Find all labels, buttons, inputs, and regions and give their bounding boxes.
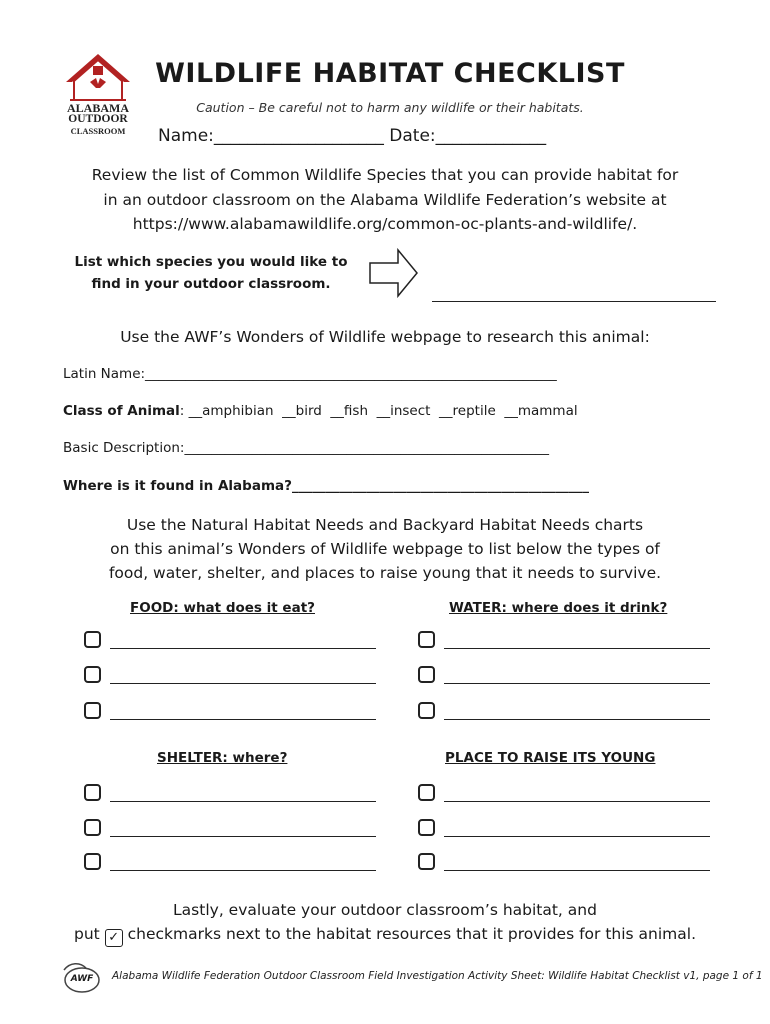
young-checkbox-2[interactable] xyxy=(418,819,435,836)
intro-url: https://www.alabamawildlife.org/common-oc-plants-and-wildlife/. xyxy=(132,215,638,233)
young-checkbox-3[interactable] xyxy=(418,853,435,870)
intro-line-2: in an outdoor classroom on the Alabama Wildlife Federation’s website at xyxy=(103,191,667,209)
class-of-animal-label: Class of Animal xyxy=(63,403,180,419)
water-line-3 xyxy=(444,719,710,720)
species-answer-line xyxy=(432,301,716,302)
class-of-animal-field xyxy=(63,403,578,419)
name-date-fields: Name:____________________ Date:_____________ xyxy=(158,126,547,146)
awf-logo-text: AWF xyxy=(70,974,94,984)
water-line-1 xyxy=(444,648,710,649)
young-heading: PLACE TO RAISE ITS YOUNG xyxy=(445,750,656,766)
needs-line-2: on this animal’s Wonders of Wildlife webpage to list below the types of xyxy=(110,540,660,558)
young-checkbox-1[interactable] xyxy=(418,784,435,801)
needs-line-3: food, water, shelter, and places to raise young that it needs to survive. xyxy=(108,564,662,582)
right-arrow-icon xyxy=(368,247,420,299)
food-checkbox-2[interactable] xyxy=(84,666,101,683)
footer-text: Alabama Wildlife Federation Outdoor Classroom Field Investigation Activity Sheet: Wildlife Habitat Checklist v1, page 1 of 1 xyxy=(112,970,763,982)
logo-line-1: ALABAMA xyxy=(67,101,129,115)
logo-line-3: CLASSROOM xyxy=(70,126,126,136)
young-line-1 xyxy=(444,801,710,802)
species-prompt-line-2: find in your outdoor classroom. xyxy=(91,276,331,292)
awf-logo xyxy=(60,960,104,996)
food-line-3 xyxy=(110,719,376,720)
food-checkbox-3[interactable] xyxy=(84,702,101,719)
closing-line-2 xyxy=(60,922,710,947)
intro-line-1: Review the list of Common Wildlife Species that you can provide habitat for xyxy=(91,166,679,184)
food-checkbox-1[interactable] xyxy=(84,631,101,648)
shelter-checkbox-3[interactable] xyxy=(84,853,101,870)
food-heading: FOOD: what does it eat? xyxy=(130,600,315,616)
closing-line-1: Lastly, evaluate your outdoor classroom’s habitat, and xyxy=(173,901,597,919)
closing-put: put xyxy=(74,925,100,943)
schoolhouse-icon xyxy=(62,52,134,104)
water-heading: WATER: where does it drink? xyxy=(449,600,668,616)
caution-text: Caution – Be careful not to harm any wildlife or their habitats. xyxy=(196,100,584,115)
checkmark-box-icon: ✓ xyxy=(105,929,123,947)
latin-name-field: Latin Name:_____________________________________________________________ xyxy=(63,366,557,382)
closing-rest: checkmarks next to the habitat resources that it provides for this animal. xyxy=(127,925,696,943)
water-checkbox-2[interactable] xyxy=(418,666,435,683)
where-found-field: Where is it found in Alabama?____________________________________________ xyxy=(63,478,589,494)
page-title: WILDLIFE HABITAT CHECKLIST xyxy=(155,58,625,89)
needs-line-1: Use the Natural Habitat Needs and Backyard Habitat Needs charts xyxy=(126,516,644,534)
research-prompt: Use the AWF’s Wonders of Wildlife webpage to research this animal: xyxy=(120,328,650,346)
shelter-checkbox-2[interactable] xyxy=(84,819,101,836)
shelter-line-1 xyxy=(110,801,376,802)
shelter-checkbox-1[interactable] xyxy=(84,784,101,801)
water-checkbox-1[interactable] xyxy=(418,631,435,648)
food-line-1 xyxy=(110,648,376,649)
water-line-2 xyxy=(444,683,710,684)
alabama-outdoor-classroom-logo xyxy=(62,52,134,140)
species-prompt-line-1: List which species you would like to xyxy=(74,254,348,270)
basic-description-field: Basic Description:______________________________________________________ xyxy=(63,440,549,456)
logo-line-2: OUTDOOR xyxy=(68,113,128,125)
class-options: : __amphibian __bird __fish __insect __reptile __mammal xyxy=(179,403,578,419)
young-line-2 xyxy=(444,836,710,837)
water-checkbox-3[interactable] xyxy=(418,702,435,719)
shelter-line-2 xyxy=(110,836,376,837)
shelter-line-3 xyxy=(110,870,376,871)
young-line-3 xyxy=(444,870,710,871)
shelter-heading: SHELTER: where? xyxy=(157,750,288,766)
food-line-2 xyxy=(110,683,376,684)
